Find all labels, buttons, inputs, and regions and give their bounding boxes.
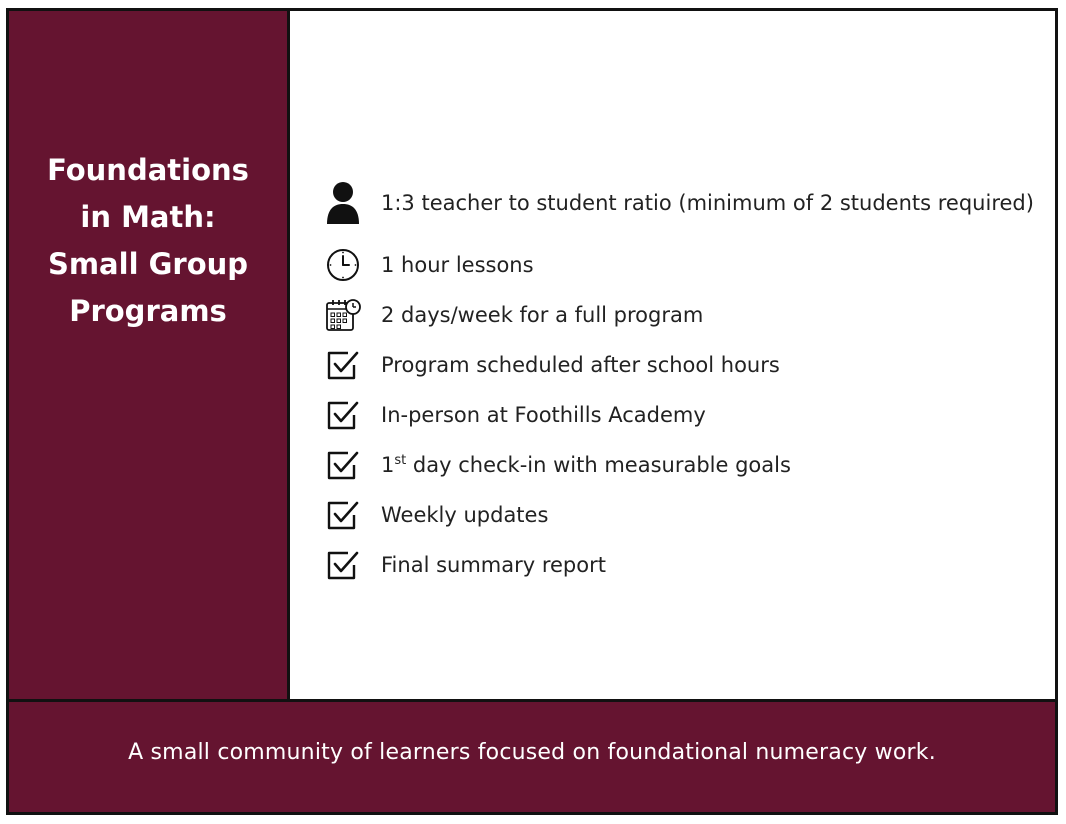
- feature-item: [325, 495, 1045, 535]
- feature-text-sup: st: [394, 453, 407, 468]
- checkbox-icon: [325, 547, 361, 583]
- feature-text: Program scheduled after school hours: [381, 353, 780, 377]
- program-title-line: Foundations: [47, 153, 249, 187]
- feature-text: 2 days/week for a full program: [381, 303, 704, 327]
- feature-item: [325, 545, 1045, 585]
- sidebar-panel: [9, 11, 290, 699]
- feature-list: [325, 171, 1045, 595]
- feature-text: [381, 452, 791, 478]
- program-title-line: Programs: [69, 294, 227, 328]
- program-title-line: in Math:: [80, 200, 216, 234]
- checkbox-icon: [325, 497, 361, 533]
- feature-item: [325, 345, 1045, 385]
- calendar-clock-icon: [325, 297, 361, 333]
- feature-item: [325, 245, 1045, 285]
- feature-item: [325, 445, 1045, 485]
- feature-item: [325, 295, 1045, 335]
- feature-text: 1:3 teacher to student ratio (minimum of 2 students required): [381, 191, 1034, 215]
- flyer-frame: [6, 8, 1058, 815]
- feature-item: [325, 395, 1045, 435]
- feature-text: Final summary report: [381, 553, 606, 577]
- program-title-line: Small Group: [47, 247, 249, 281]
- feature-item: [325, 171, 1045, 235]
- feature-text: 1 hour lessons: [381, 253, 534, 277]
- footer-tagline: A small community of learners focused on foundational numeracy work.: [128, 740, 936, 765]
- feature-text: In-person at Foothills Academy: [381, 403, 706, 427]
- checkbox-icon: [325, 447, 361, 483]
- checkbox-icon: [325, 347, 361, 383]
- feature-text: Weekly updates: [381, 503, 549, 527]
- clock-icon: [325, 247, 361, 283]
- feature-text-prefix: 1: [381, 453, 395, 477]
- footer-banner: [9, 699, 1055, 812]
- person-icon: [325, 185, 361, 221]
- program-title: [9, 147, 287, 335]
- feature-text-rest: day check-in with measurable goals: [406, 453, 791, 477]
- checkbox-icon: [325, 397, 361, 433]
